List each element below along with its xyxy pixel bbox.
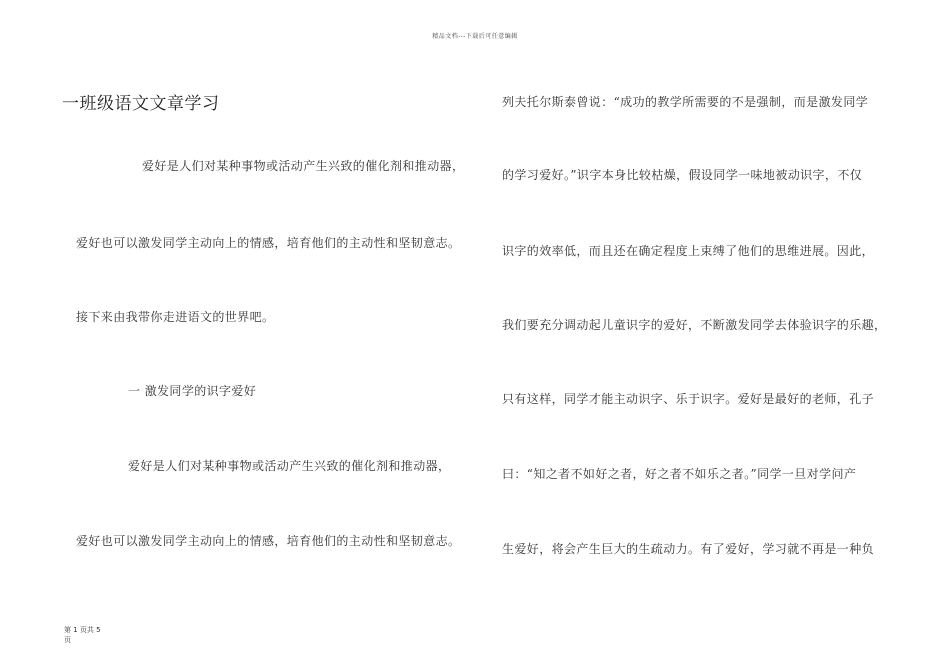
right-paragraph-line: 只有这样，同学才能主动识字、乐于识字。爱好是最好的老师，孔子 xyxy=(502,392,875,406)
page-number: 第 1 页共 5 页 xyxy=(64,626,101,644)
right-paragraph-line: 列夫托尔斯泰曾说：“成功的教学所需要的不是强制，而是激发同学 xyxy=(502,95,869,109)
left-paragraph-line: 接下来由我带你走进语文的世界吧。 xyxy=(76,310,275,324)
left-paragraph-line: 爱好是人们对某种事物或活动产生兴致的催化剂和推动器， xyxy=(128,459,451,473)
right-paragraph-line: 生爱好，将会产生巨大的生疏动力。有了爱好，学习就不再是一种负 xyxy=(502,542,875,556)
right-paragraph-line: 曰：“知之者不如好之者，好之者不如乐之者。”同学一旦对学问产 xyxy=(502,467,857,481)
section-heading: 一 激发同学的识字爱好 xyxy=(128,384,257,398)
right-paragraph-line: 的学习爱好。”识字本身比较枯燥，假设同学一味地被动识字，不仅 xyxy=(502,168,863,182)
left-paragraph-line: 爱好是人们对某种事物或活动产生兴致的催化剂和推动器， xyxy=(142,159,465,173)
right-paragraph-line: 我们要充分调动起儿童识字的爱好，不断激发同学去体验识字的乐趣， xyxy=(502,318,887,332)
document-title: 一班级语文文章学习 xyxy=(62,94,220,114)
left-paragraph-line: 爱好也可以激发同学主动向上的情感，培育他们的主动性和坚韧意志。 xyxy=(76,534,461,548)
header-note: 精品文档---下载后可任意编辑 xyxy=(432,33,518,40)
left-paragraph-line: 爱好也可以激发同学主动向上的情感，培育他们的主动性和坚韧意志。 xyxy=(76,236,461,250)
right-paragraph-line: 识字的效率低，而且还在确定程度上束缚了他们的思维进展。因此， xyxy=(502,244,875,258)
